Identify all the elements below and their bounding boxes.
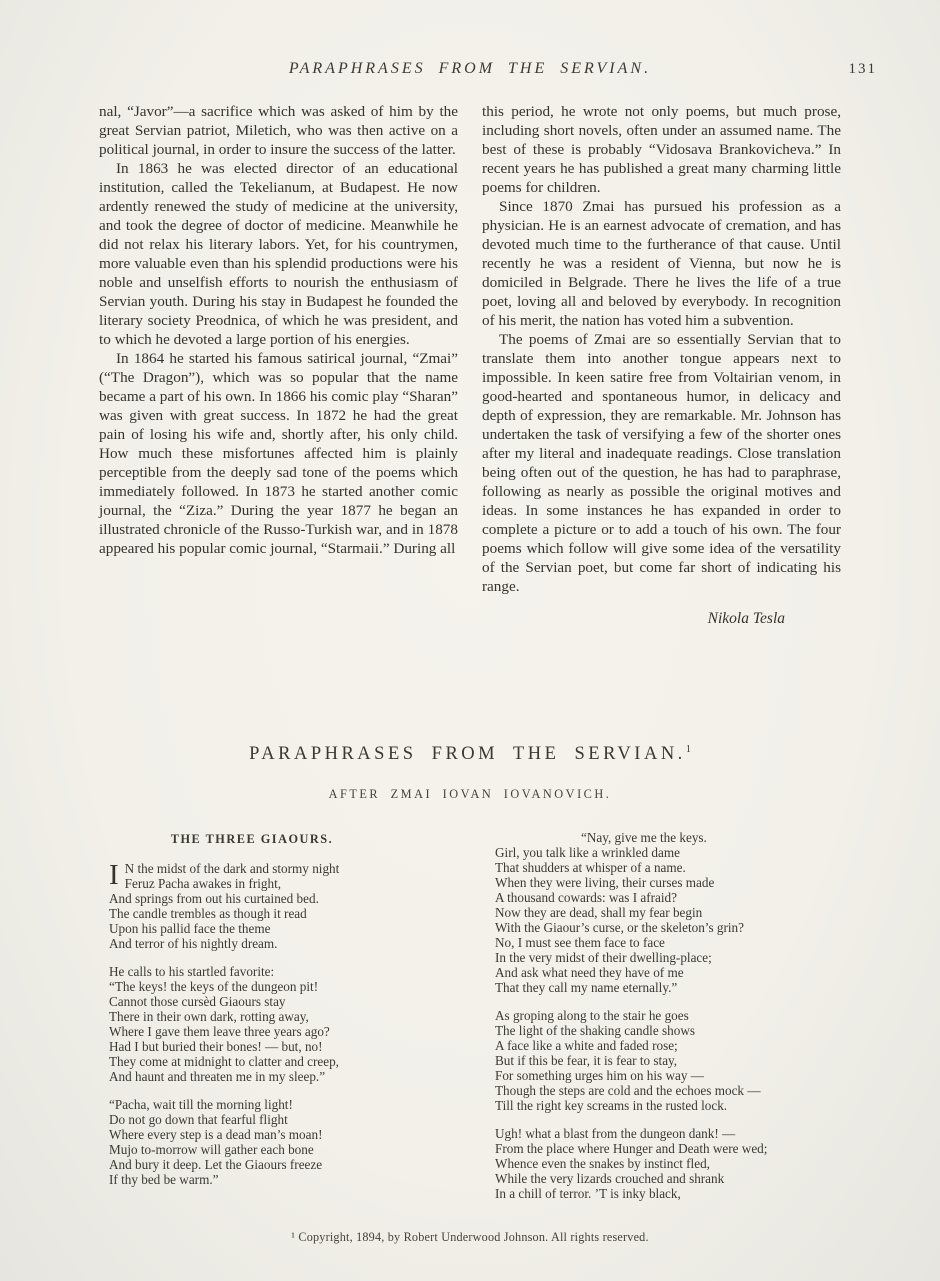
article-paragraph: this period, he wrote not only poems, but much prose, including short novels, often under an assumed name. The best of these is probably “Vidosava Brankovicheva.” In recent years he has published a great many charming little poems for children. — [482, 103, 841, 196]
page-number: 131 — [848, 61, 877, 77]
poem-line: Whence even the snakes by instinct fled, — [495, 1156, 710, 1172]
poem-line: Till the right key screams in the rusted lock. — [495, 1098, 728, 1114]
poem-left-column — [99, 830, 455, 1200]
section-title — [99, 744, 841, 765]
poem-stanza — [495, 1126, 841, 1201]
article-paragraph: Since 1870 Zmai has pursued his profession as a physician. He is an earnest advocate of cremation, and has devoted much time to the furtherance of that cause. Until recently he was a resident of Vienna, but now he is domiciled in Belgrade. There he lives the life of a true poet, loving all and beloved by everybody. In recognition of his merit, the nation has voted him a subvention. — [482, 198, 841, 329]
poem-line: Had I but buried their bones! — but, no! — [109, 1039, 323, 1055]
poem-stanza — [495, 830, 841, 995]
poem-line: “Pacha, wait till the morning light! — [109, 1097, 293, 1113]
article-paragraph: In 1863 he was elected director of an educational institution, called the Tekelianum, at Budapest. He now ardently renewed the study of medicine at the university, and took the degree of doctor of medicine. Meanwhile he did not relax his literary labors. Yet, for his countrymen, more valuable even than his splendid productions were his noble and unselfish efforts to nourish the enthusiasm of Servian youth. During his stay in Budapest he founded the literary society Preodnica, of which he was president, and to which he devoted a large portion of his energies. — [99, 160, 458, 348]
poem-line: “The keys! the keys of the dungeon pit! — [109, 979, 319, 995]
poem-line: And bury it deep. Let the Giaours freeze — [109, 1157, 323, 1173]
poem-stanza — [109, 861, 455, 951]
poem-line: “Nay, give me the keys. — [581, 830, 707, 846]
section-subtitle: AFTER ZMAI IOVAN IOVANOVICH. — [328, 787, 612, 802]
poem-line: As groping along to the stair he goes — [495, 1008, 689, 1024]
poem-line: The light of the shaking candle shows — [495, 1023, 695, 1039]
poem-line: And ask what need they have of me — [495, 965, 684, 981]
poem-line: Where I gave them leave three years ago? — [109, 1024, 330, 1040]
poem-line: From the place where Hunger and Death were wed; — [495, 1141, 768, 1157]
poem-line: No, I must see them face to face — [495, 935, 665, 951]
magazine-page — [99, 0, 877, 1245]
running-header — [99, 60, 877, 78]
poem-line: Upon his pallid face the theme — [109, 921, 271, 937]
poem-line: If thy bed be warm.” — [109, 1172, 219, 1188]
poem-line: For something urges him on his way — — [495, 1068, 704, 1084]
article-right-column — [482, 102, 841, 628]
poem-line: Cannot those cursèd Giaours stay — [109, 994, 286, 1010]
poem-line: In a chill of terror. ’T is inky black, — [495, 1186, 681, 1202]
poem-line: In the very midst of their dwelling-place; — [495, 950, 712, 966]
poem-line: While the very lizards crouched and shrank — [495, 1171, 725, 1187]
author-signature: Nikola Tesla — [707, 610, 785, 627]
poem-line: A face like a white and faded rose; — [495, 1038, 678, 1054]
poem-line: They come at midnight to clatter and creep, — [109, 1054, 339, 1070]
copyright-footnote: ¹ Copyright, 1894, by Robert Underwood Johnson. All rights reserved. — [291, 1230, 649, 1245]
poem-title: THE THREE GIAOURS. — [170, 832, 334, 847]
poem-line: And haunt and threaten me in my sleep.” — [109, 1069, 326, 1085]
poem — [99, 830, 841, 1214]
poem-line: Feruz Pacha awakes in fright, — [124, 876, 282, 892]
poem-line: Where every step is a dead man’s moan! — [109, 1127, 323, 1143]
poem-line: He calls to his startled favorite: — [109, 964, 275, 980]
running-title: PARAPHRASES FROM THE SERVIAN. — [288, 60, 652, 77]
poem-line: Do not go down that fearful flight — [109, 1112, 288, 1128]
poem-stanza — [109, 964, 455, 1084]
article — [99, 102, 841, 702]
poem-line: But if this be fear, it is fear to stay, — [495, 1053, 678, 1069]
poem-stanza — [109, 1097, 455, 1187]
poem-line: There in their own dark, rotting away, — [109, 1009, 309, 1025]
poem-line: Girl, you talk like a wrinkled dame — [495, 845, 680, 861]
poem-line: When they were living, their curses made — [495, 875, 715, 891]
poem-line: Ugh! what a blast from the dungeon dank! — — [495, 1126, 736, 1142]
poem-line: That shudders at whisper of a name. — [495, 860, 686, 876]
article-paragraph: nal, “Javor”—a sacrifice which was asked of him by the great Servian patriot, Miletich, who was then active on a political journal, in order to insure the success of the latter. — [99, 103, 458, 158]
poem-line: N the midst of the dark and stormy night — [124, 861, 340, 877]
poem-line: The candle trembles as though it read — [109, 906, 307, 922]
poem-line: And terror of his nightly dream. — [109, 936, 278, 952]
section-title-text: PARAPHRASES FROM THE SERVIAN. — [249, 744, 686, 765]
poem-line: A thousand cowards: was I afraid? — [495, 890, 678, 906]
article-paragraph: In 1864 he started his famous satirical journal, “Zmai” (“The Dragon”), which was so popular that the name became a part of his own. In 1866 his comic play “Sharan” was given with great success. In 1872 he had the great pain of losing his wife and, shortly after, his only child. How much these misfortunes affected him is plainly perceptible from the deeply sad tone of the poems which immediately followed. In 1873 he started another comic journal, the “Ziza.” During the year 1877 he began an illustrated chronicle of the Russo-Turkish war, and in 1878 appeared his popular comic journal, “Starmaii.” During all — [99, 350, 458, 557]
poem-line: Though the steps are cold and the echoes mock — — [495, 1083, 761, 1099]
poem-line: Now they are dead, shall my fear begin — [495, 905, 703, 921]
poem-right-column — [479, 830, 841, 1214]
section-footnote-mark: 1 — [685, 744, 691, 755]
poem-stanza — [495, 1008, 841, 1113]
drop-cap: I — [109, 859, 119, 892]
poem-line: Mujo to-morrow will gather each bone — [109, 1142, 314, 1158]
poem-line: That they call my name eternally.” — [495, 980, 678, 996]
article-paragraph: The poems of Zmai are so essentially Servian that to translate them into another tongue appears next to impossible. In keen satire free from Voltairian venom, in good-hearted and spontaneous humor, in delicacy and depth of expression, they are remarkable. Mr. Johnson has undertaken the task of versifying a few of the shorter ones after my literal and inadequate readings. Close translation being often out of the question, he has had to paraphrase, following as nearly as possible the original motives and ideas. In some instances he has expanded in order to complete a picture or to add a touch of his own. The four poems which follow will give some idea of the versatility of the Servian poet, but come far short of indicating his range. — [482, 331, 841, 595]
stanza-lines — [109, 861, 455, 951]
article-left-column — [99, 102, 458, 558]
poem-line: And springs from out his curtained bed. — [109, 891, 319, 907]
poem-line: With the Giaour’s curse, or the skeleton’s grin? — [495, 920, 744, 936]
